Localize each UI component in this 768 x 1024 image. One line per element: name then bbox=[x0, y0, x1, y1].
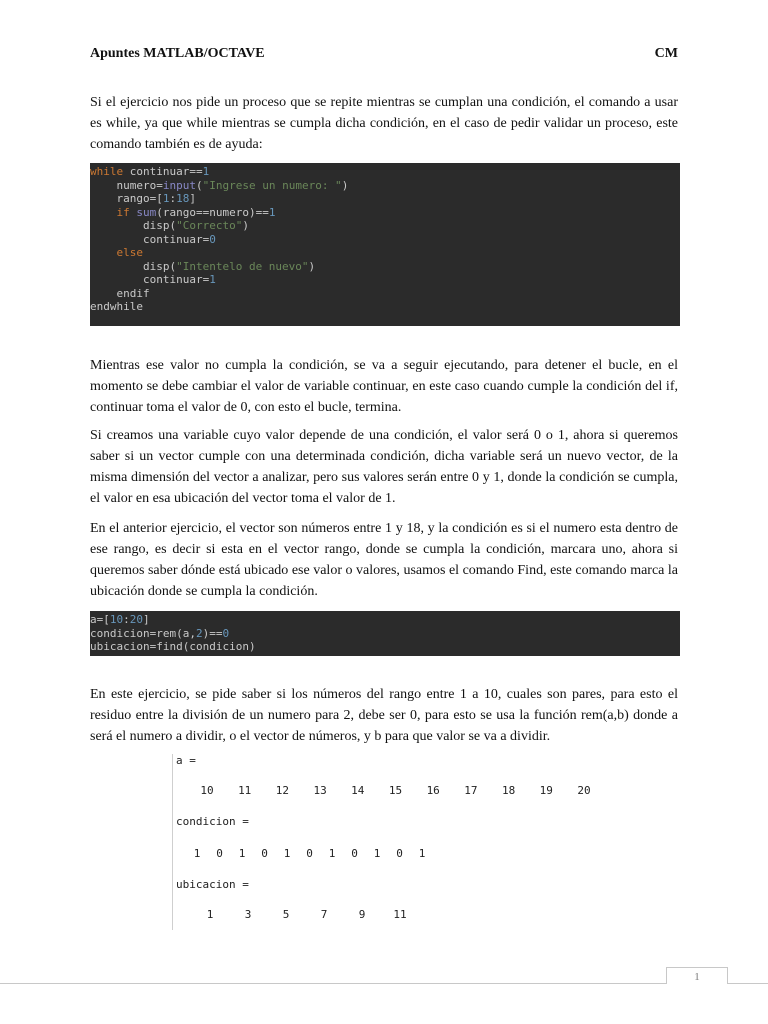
output-value: 17 bbox=[464, 784, 478, 797]
code-line: continuar=0 bbox=[90, 232, 216, 246]
paragraph-find: En el anterior ejercicio, el vector son números entre 1 y 18, y la condición es si el numero esta dentro de ese rango, es decir si esta en el vector rango, donde se cumpla la condición, marcara uno, ahora si queremos saber dónde está ubicado ese valor o valores, usamos el comando Find, este comando marca la ubicación donde se cumpla la condición. bbox=[90, 521, 678, 599]
header-title: Apuntes MATLAB/OCTAVE bbox=[90, 46, 265, 61]
code-line: ubicacion=find(condicion) bbox=[90, 640, 256, 653]
output-value: 0 bbox=[351, 847, 358, 860]
page-number: 1 bbox=[666, 967, 728, 984]
code-line: continuar=1 bbox=[90, 273, 216, 286]
output-value: 14 bbox=[351, 784, 365, 797]
paragraph-intro: Si el ejercicio nos pide un proceso que se repite mientras se cumplan una condición, el comando a usar es while, ya que while mientras se cumpla dicha condición, en el caso de pedir validar un proceso, este comando también es de ayuda: bbox=[90, 95, 678, 152]
code-line: rango=[1:18] bbox=[90, 192, 196, 205]
output-value: 1 bbox=[328, 847, 336, 860]
output-value: 3 bbox=[244, 908, 252, 921]
output-value: 19 bbox=[539, 784, 553, 797]
output-value: 1 bbox=[373, 847, 381, 860]
header-author: CM bbox=[654, 46, 678, 61]
page-header bbox=[90, 46, 678, 66]
output-label-condicion: condicion = bbox=[176, 815, 249, 828]
code-line: while continuar==1 bbox=[90, 165, 210, 178]
output-value: 0 bbox=[216, 847, 223, 860]
output-label-ubicacion: ubicacion = bbox=[176, 878, 249, 891]
output-value: 16 bbox=[426, 784, 440, 797]
code-line: if sum(rango==numero)==1 bbox=[116, 205, 276, 219]
console-output bbox=[172, 754, 593, 930]
output-value: 13 bbox=[313, 784, 327, 797]
output-value: 1 bbox=[193, 847, 201, 860]
code-line: disp("Intentelo de nuevo") bbox=[90, 259, 316, 273]
output-value: 5 bbox=[282, 908, 290, 921]
output-value: 1 bbox=[418, 847, 426, 860]
output-value: 11 bbox=[238, 784, 252, 797]
code-line: endwhile bbox=[90, 300, 143, 313]
output-value: 1 bbox=[206, 908, 214, 921]
output-value: 0 bbox=[306, 847, 313, 860]
output-value: 1 bbox=[238, 847, 246, 860]
footer-divider bbox=[0, 983, 768, 984]
code-block-while bbox=[90, 163, 680, 326]
output-value: 9 bbox=[358, 908, 366, 921]
output-value: 0 bbox=[261, 847, 268, 860]
paragraph-rem: En este ejercicio, se pide saber si los números del rango entre 1 a 10, cuales son pares, para esto el residuo entre la división de un numero para 2, debe ser 0, para esto se usa la función rem(a,b) donde a será el numero a dividir, o el vector de números, y b para que valor se va a dividir. bbox=[90, 687, 678, 744]
output-value: 18 bbox=[501, 784, 516, 797]
paragraph-condicion: Si creamos una variable cuyo valor depende de una condición, el valor será 0 o 1, ahora si queremos saber si un vector cumple con una determinada condición, dicha variable será un nuevo vector, de la misma dimensión del vector a analizar, pero sus valores serán entre 0 y 1, donde la condición se cumpla, el valor en esa ubicación del vector toma el valor de 1. bbox=[90, 428, 678, 506]
code-block-rem bbox=[90, 611, 680, 656]
output-value: 15 bbox=[388, 784, 403, 797]
output-value: 11 bbox=[393, 908, 407, 921]
code-line: disp("Correcto") bbox=[90, 219, 249, 232]
output-label-a: a = bbox=[176, 754, 196, 767]
code-line: a=[10:20] bbox=[90, 613, 150, 626]
output-value: 12 bbox=[275, 784, 290, 797]
code-line: condicion=rem(a,2)==0 bbox=[90, 626, 230, 640]
paragraph-bucle: Mientras ese valor no cumpla la condición, se va a seguir ejecutando, para detener el bucle, en el momento se debe cambiar el valor de variable continuar, en este caso cuando cumple la condición del if, continuar toma el valor de 0, con esto el bucle, termina. bbox=[90, 358, 678, 415]
output-value: 0 bbox=[396, 847, 403, 860]
output-value: 1 bbox=[283, 847, 291, 860]
output-value: 20 bbox=[577, 784, 591, 797]
code-line: numero=input("Ingrese un numero: ") bbox=[90, 178, 349, 192]
code-line: endif bbox=[90, 286, 150, 300]
output-value: 10 bbox=[200, 784, 214, 797]
output-value: 7 bbox=[320, 908, 328, 921]
code-line: else bbox=[116, 246, 143, 259]
